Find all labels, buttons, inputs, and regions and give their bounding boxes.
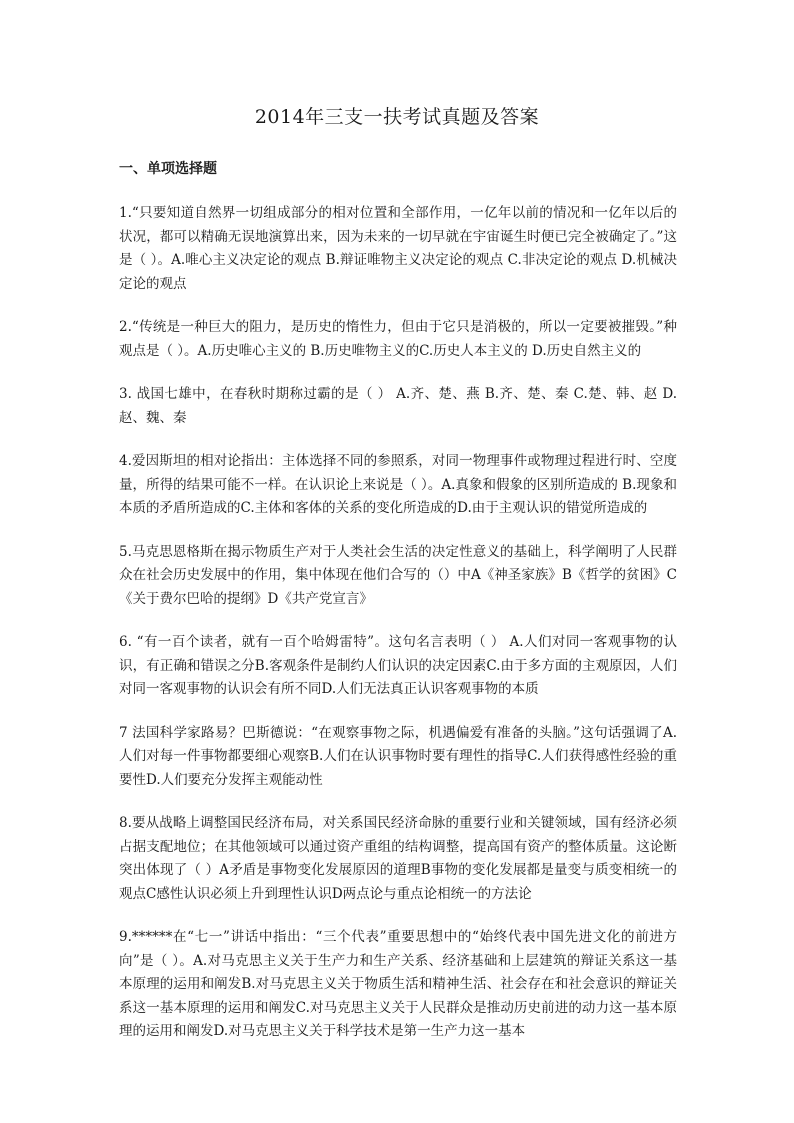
section-heading: 一、单项选择题 — [119, 161, 217, 177]
question-5: 5.马克思恩格斯在揭示物质生产对于人类社会生活的决定性意义的基础上，科学阐明了人民群众在社会历史发展中的作用，集中体现在他们合写的（）中A《神圣家族》B《哲学的贫困》C《关于费尔巴哈的提纲》D《共产党宣言》 — [119, 543, 677, 607]
question-7: 7 法国科学家路易？巴斯德说：“在观察事物之际，机遇偏爱有准备的头脑。”这句话强调了A.人们对每一件事物都要细心观察B.人们在认识事物时要有理性的指导C.人们获得感性经验的重要性D.人们要充分发挥主观能动性 — [119, 724, 677, 788]
question-8: 8.要从战略上调整国民经济布局，对关系国民经济命脉的重要行业和关键领域，国有经济必须占据支配地位；在其他领域可以通过资产重组的结构调整，提高国有资产的整体质量。这论断突出体现了（ ）A矛盾是事物变化发展原因的道理B事物的变化发展都是量变与质变相统一的观点C感性认识必须上升到理性认识D两点论与重点论相统一的方法论 — [119, 815, 677, 902]
question-6: 6. “有一百个读者，就有一百个哈姆雷特”。这句名言表明（ ） A.人们对同一客观事物的认识，有正确和错误之分B.客观条件是制约人们认识的决定因素C.由于多方面的主观原因，人们对同一客观事物的认识会有所不同D.人们无法真正认识客观事物的本质 — [119, 634, 677, 697]
question-9: 9.******在“七一”讲话中指出：“三个代表”重要思想中的“始终代表中国先进文化的前进方向”是（ ）。A.对马克思主义关于生产力和生产关系、经济基础和上层建筑的辩证关系这一基本原理的运用和阐发B.对马克思主义关于物质生活和精神生活、社会存在和社会意识的辩证关系这一基本原理的运用和阐发C.对马克思主义关于人民群众是推动历史前进的动力这一基本原理的运用和阐发D.对马克思主义关于科学技术是第一生产力这一基本 — [119, 929, 677, 1039]
question-1: 1.“只要知道自然界一切组成部分的相对位置和全部作用，一亿年以前的情况和一亿年以后的状况，都可以精确无误地演算出来，因为未来的一切早就在宇宙诞生时便已完全被确定了。”这是（ ）。A.唯心主义决定论的观点 B.辩证唯物主义决定论的观点 C.非决定论的观点 D.机械决定论的观点 — [119, 205, 677, 292]
page-title: 2014年三支一扶考试真题及答案 — [254, 106, 540, 128]
question-3: 3. 战国七雄中，在春秋时期称过霸的是（ ） A.齐、楚、燕 B.齐、楚、秦 C.楚、韩、赵 D.赵、魏、秦 — [119, 386, 677, 426]
question-2: 2.“传统是一种巨大的阻力，是历史的惰性力，但由于它只是消极的，所以一定要被摧毁。”种观点是（ ）。A.历史唯心主义的 B.历史唯物主义的C.历史人本主义的 D.历史自然主义的 — [119, 319, 677, 359]
question-list — [119, 202, 677, 1064]
question-4: 4.爱因斯坦的相对论指出：主体选择不同的参照系，对同一物理事件或物理过程进行时、空度量，所得的结果可能不一样。在认识论上来说是（ ）。A.真象和假象的区别所造成的 B.现象和本质的矛盾所造成的C.主体和客体的关系的变化所造成的D.由于主观认识的错觉所造成的 — [119, 453, 677, 516]
